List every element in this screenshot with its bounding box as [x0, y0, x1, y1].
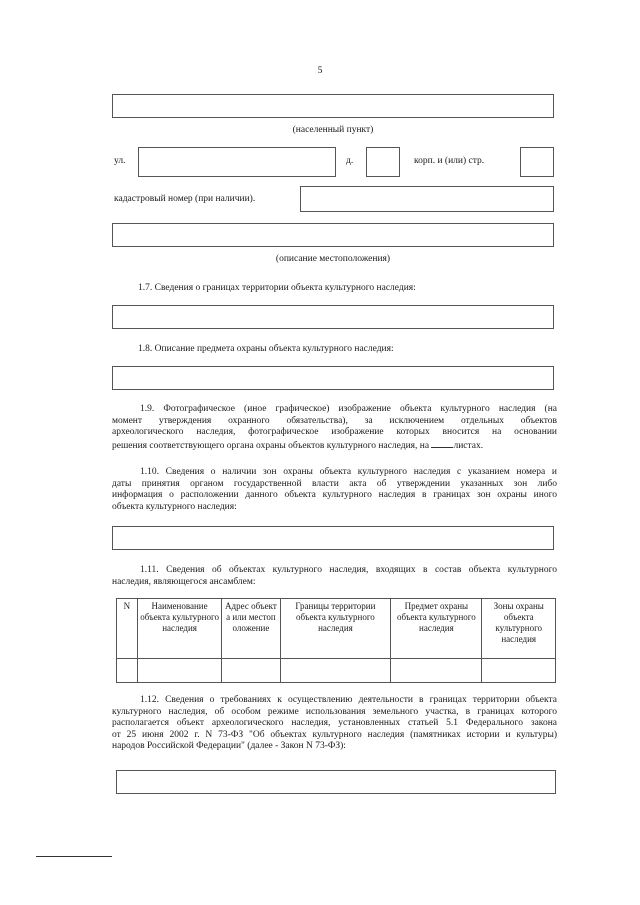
col-header-number: N	[117, 599, 138, 659]
table-cell[interactable]	[222, 659, 280, 683]
section-1-12-line: культурного наследия, об особом режиме использования земельного участка, в границах которого	[112, 706, 557, 717]
section-1-9-line: решения соответствующего органа охраны объектов культурного наследия, на	[112, 440, 430, 451]
section-1-8-field[interactable]	[112, 366, 554, 390]
section-1-11-line: наследия, являющегося ансамблем:	[112, 576, 256, 587]
building-label: корп. и (или) стр.	[414, 156, 485, 166]
table-cell[interactable]	[391, 659, 482, 683]
cadastral-field[interactable]	[300, 186, 554, 212]
section-1-10-line: объекта культурного наследия:	[112, 501, 237, 512]
street-field[interactable]	[138, 147, 336, 177]
table-row	[117, 659, 556, 683]
table-cell[interactable]	[117, 659, 138, 683]
settlement-field[interactable]	[112, 94, 554, 118]
section-1-12-line: от 25 июня 2002 г. N 73-ФЗ "Об объектах культурного наследия (памятниках истории и культуры)	[112, 729, 557, 740]
col-header-protection-subject: Предмет охраны объекта культурного наследия	[391, 599, 482, 659]
section-1-9-line: археологического наследия, фотографическое изображение которых вносится на основании	[112, 427, 557, 437]
section-1-9	[112, 404, 557, 452]
section-1-7-field[interactable]	[112, 305, 554, 329]
location-caption: (описание местоположения)	[275, 254, 391, 264]
section-1-10-field[interactable]	[112, 526, 554, 550]
section-1-12	[112, 695, 557, 753]
section-1-9-line: 1.9. Фотографическое (иное графическое) изображение объекта культурного наследия (на	[140, 404, 557, 414]
house-field[interactable]	[366, 147, 400, 177]
section-1-7-title: 1.7. Сведения о границах территории объекта культурного наследия:	[138, 283, 416, 293]
sheets-label: листах.	[453, 440, 484, 451]
section-1-10-line: даты принятия органом государственной власти акта об утверждении указанных зон либо	[112, 478, 557, 489]
section-1-11	[112, 565, 557, 588]
col-header-name: Наименование объекта культурного наследия	[137, 599, 222, 659]
ensemble-objects-table	[116, 598, 556, 683]
section-1-10	[112, 467, 557, 513]
section-1-10-line: информация о расположении данного объекта культурного наследия в границах зон охраны иного	[112, 490, 557, 500]
col-header-protection-zones: Зоны охраны объекта культурного наследия	[482, 599, 556, 659]
building-field[interactable]	[520, 147, 554, 177]
house-label: д.	[346, 156, 354, 166]
section-1-12-line: располагается объект археологического наследия, установленных статьей 5.1 Федерального закона	[112, 718, 557, 728]
section-1-8-title: 1.8. Описание предмета охраны объекта культурного наследия:	[138, 344, 394, 354]
page-number: 5	[317, 66, 323, 76]
section-1-10-line: 1.10. Сведения о наличии зон охраны объекта культурного наследия с указанием номера и	[140, 467, 557, 477]
table-header-row	[117, 599, 556, 659]
footnote-divider	[36, 856, 112, 857]
section-1-12-field[interactable]	[116, 770, 556, 794]
table-cell[interactable]	[482, 659, 556, 683]
cadastral-label: кадастровый номер (при наличии).	[114, 194, 256, 204]
section-1-12-line: 1.12. Сведения о требованиях к осуществлению деятельности в границах территории объекта	[140, 695, 557, 705]
section-1-12-line: народов Российской Федерации" (далее - Закон N 73-ФЗ):	[112, 741, 346, 751]
settlement-caption: (населенный пункт)	[292, 125, 374, 135]
sheets-count-blank[interactable]	[431, 439, 453, 448]
col-header-boundaries: Границы территории объекта культурного наследия	[280, 599, 391, 659]
location-field[interactable]	[112, 223, 554, 247]
table-cell[interactable]	[137, 659, 222, 683]
street-label: ул.	[114, 156, 126, 166]
table-cell[interactable]	[280, 659, 391, 683]
section-1-11-line: 1.11. Сведения об объектах культурного наследия, входящих в состав объекта культурного	[140, 565, 557, 575]
col-header-address: Адрес объекта или местоположение	[222, 599, 280, 659]
section-1-9-line: момент утверждения охранного обязательства), за исключением отдельных объектов	[112, 415, 557, 426]
